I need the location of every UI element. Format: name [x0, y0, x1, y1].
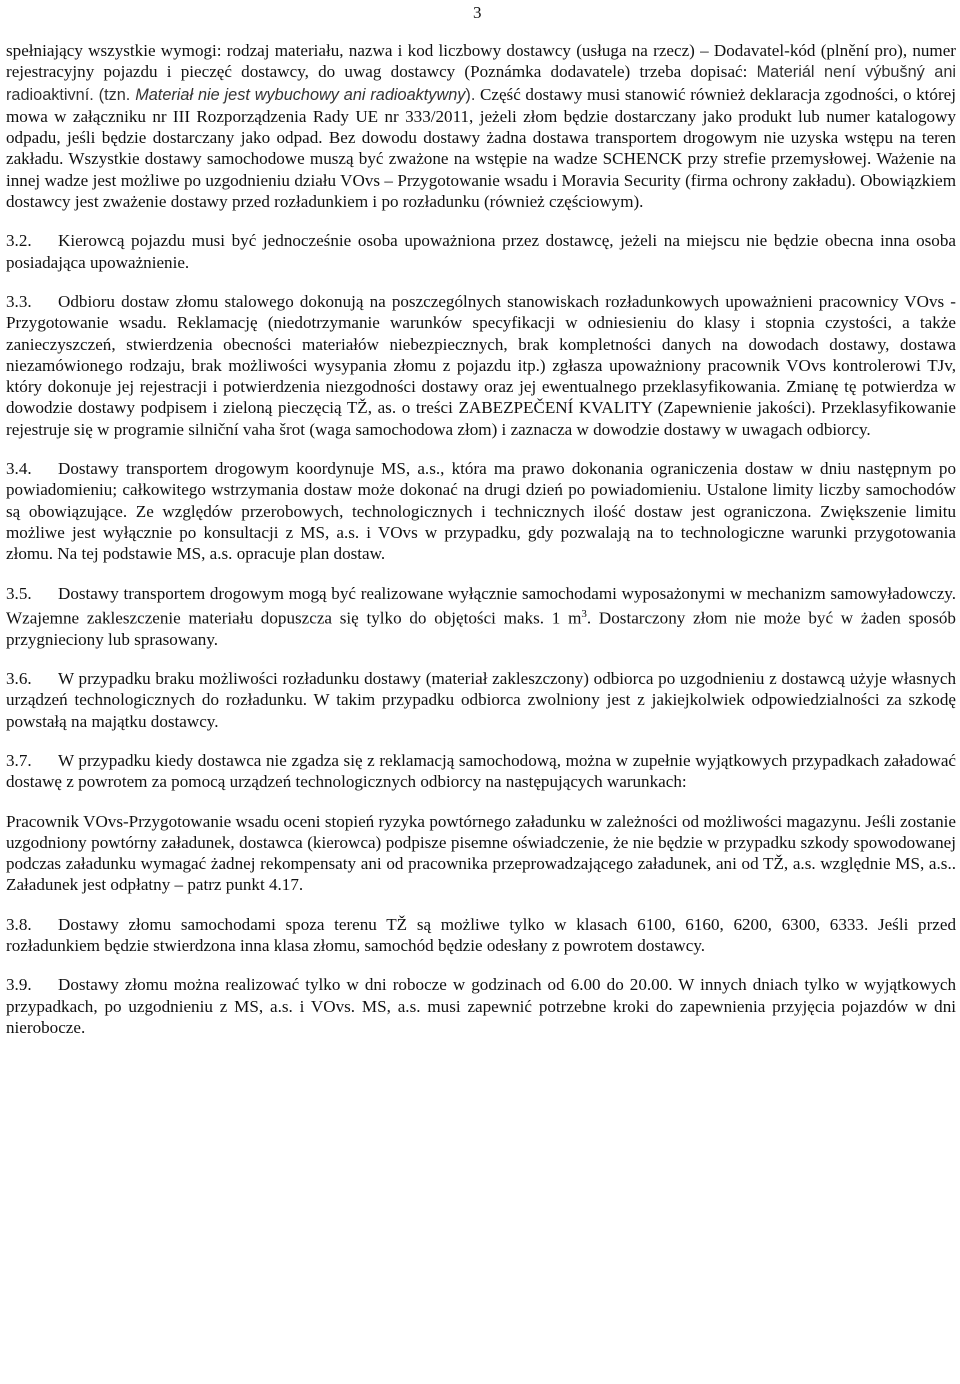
section-3-5 — [6, 583, 956, 651]
section-number: 3.3. — [6, 291, 32, 311]
section-3-9 — [6, 974, 956, 1038]
superscript-cube: 3 — [581, 607, 587, 620]
section-number: 3.4. — [6, 459, 32, 479]
section-3-8 — [6, 914, 956, 957]
section-text: W przypadku kiedy dostawca nie zgadza się z reklamacją samochodową, można w zupełnie wyjątkowych przypadkach załadować dostawę z powrotem za pomocą urządzeń technologicznych odbiorcy na następujących warunkach: — [6, 751, 956, 792]
section-text: Pracownik VOvs-Przygotowanie wsadu oceni stopień ryzyka powtórnego załadunku w zależności od możliwości magazynu. Jeśli zostanie uzgodniony powtórny załadunek, dostawca (kierowca) podpisze pisemne oświadczenie, że nie będzie w przypadku szkody spowodowanej podczas załadunku wymagać żadnej rekompensaty ani od pracownika przeprowadzającego załadunek, ani od TŽ, a.s. względnie MS, a.s.. Załadunek jest odpłatny – patrz punkt 4.17. — [6, 811, 956, 895]
intro-text-b: Część dostawy musi stanowić również deklaracja zgodności, o której mowa w załączniku nr III Rozporządzenia Rady UE nr 333/2011, jeżeli złom będzie dostarczany jako produkt lub numer katalogowy odpadu, jeśli będzie dostarczany jako odpad. — [6, 84, 956, 148]
section-number: 3.2. — [6, 231, 32, 251]
section-text: W przypadku braku możliwości rozładunku dostawy (materiał zakleszczony) odbiorca po uzgodnieniu z dostawcą użyje własnych urządzeń technologicznych do rozładunku. W takim przypadku odbiorca zwolniony jest z jakiejkolwiek odpowiedzialności za szkodę powstałą na majątku dostawcy. — [6, 669, 956, 731]
section-number: 3.5. — [6, 583, 32, 603]
section-number: 3.9. — [6, 975, 32, 995]
section-3-6 — [6, 668, 956, 732]
intro-italic-note: Materiał nie jest wybuchowy ani radioaktywny — [135, 85, 466, 104]
section-text: Dostawy złomu samochodami spoza terenu TŽ są możliwe tylko w klasach 6100, 6160, 6200, 6300, 6333. Jeśli przed rozładunkiem będzie stwierdzona inna klasa złomu, samochód będzie odesłany z powrotem dostawcy. — [6, 914, 956, 956]
section-text: Dostawy transportem drogowym mogą być realizowane wyłącznie samochodami wyposażonymi w mechanizm samowyładowczy. Wzajemne zakleszczenie materiału dopuszcza się tylko do objętości maks. 1 m — [6, 583, 956, 628]
intro-text-c: Bez dowodu dostawy żadna dostawa transportem drogowym nie uzyska wstępu na teren zakładu. Wszystkie dostawy samochodowe muszą być zważone na wstępie na wadze SCHENCK przy strefie przemysłowej. Ważenie na innej wadze jest możliwe po uzgodnieniu działu VOvs – Przygotowanie wsadu i Moravia Security (firma ochrony zakładu). Obowiązkiem dostawcy jest zważenie dostawy przed rozładunkiem i po rozładunku (również częściowym). — [6, 128, 956, 212]
section-text: Dostawy transportem drogowym koordynuje MS, a.s., która ma prawo dokonania ograniczenia dostaw w dniu następnym po powiadomieniu; całkowitego wstrzymania dostaw może dokonać na drugi dzień po powiadomieniu. Ustalone limity liczby samochodów są obowiązujące. Ze względów przerobowych, technologicznych i technicznych ilość dostaw jest ograniczona. Zwiększenie limitu możliwe jest wyłącznie po konsultacji z MS, a.s. i VOvs w przypadku, gdy pozwalają na to technologiczne warunki przygotowania złomu. Na tej podstawie MS, a.s. opracuje plan dostaw. — [6, 459, 956, 564]
intro-czech-note: Materiál není výbušný ani radioaktivní. (tzn. — [6, 63, 956, 104]
document-body — [6, 40, 956, 1038]
intro-text-a: spełniający wszystkie wymogi: rodzaj materiału, nazwa i kod liczbowy dostawcy (usługa na rzecz) – Dodavatel-kód (plnění pro), numer rejestracyjny pojazdu i pieczęć dostawcy, do uwag dostawcy (Poznámka dodavatele) trzeba dopisać: — [6, 41, 956, 82]
section-3-7-conditions — [6, 811, 956, 896]
intro-paragraph — [6, 40, 956, 212]
section-number: 3.7. — [6, 751, 32, 770]
section-3-7 — [6, 750, 956, 793]
section-3-2 — [6, 230, 956, 273]
section-text-cont: . Dostarczony złom nie może być w żaden sposób przygnieciony lub sprasowany. — [6, 608, 956, 649]
section-number: 3.8. — [6, 914, 32, 934]
section-3-4 — [6, 458, 956, 564]
section-text: Dostawy złomu można realizować tylko w dni robocze w godzinach od 6.00 do 20.00. W innych dniach tylko w wyjątkowych przypadkach, po uzgodnieniu z MS, a.s. i VOvs. MS, a.s. musi zapewnić potrzebne kroki do zapewnienia przyjęcia pojazdów w dni nierobocze. — [6, 975, 956, 1037]
page-number: 3 — [473, 3, 482, 22]
section-number: 3.6. — [6, 669, 32, 689]
section-3-3 — [6, 291, 956, 440]
intro-close: ). — [465, 85, 476, 104]
section-text: Odbioru dostaw złomu stalowego dokonują na poszczególnych stanowiskach rozładunkowych upoważnieni pracownicy VOvs - Przygotowanie wsadu. Reklamację (niedotrzymanie warunków specyfikacji w odniesieniu do klasy i stopnia czystości, a także zanieczyszczeń, stwierdzenia obecności materiałów niebezpiecznych, brak kompletności danych na dowodach dostawy, dostawa niezamówionego rodzaju, brak możliwości wysypania złomu z pojazdu itp.) zgłasza upoważniony pracownik VOvs kontrolerowi TJv, który dokonuje jej rejestracji i potwierdzenia niezgodności dostawy oraz jej ewentualnego przeklasyfikowania. Zmianę tę potwierdza w dowodzie dostawy podpisem i zieloną pieczęcią TŽ, as. o treści ZABEZPEČENÍ KVALITY (Zapewnienie jakości). Przeklasyfikowanie rejestruje się w programie silniční vaha šrot (waga samochodowa złom) i zaznacza w dowodzie dostawy w uwagach odbiorcy. — [6, 291, 956, 439]
section-text: Kierowcą pojazdu musi być jednocześnie osoba upoważniona przez dostawcę, jeżeli na miejscu nie będzie obecna inna osoba posiadająca upoważnienie. — [6, 231, 956, 272]
